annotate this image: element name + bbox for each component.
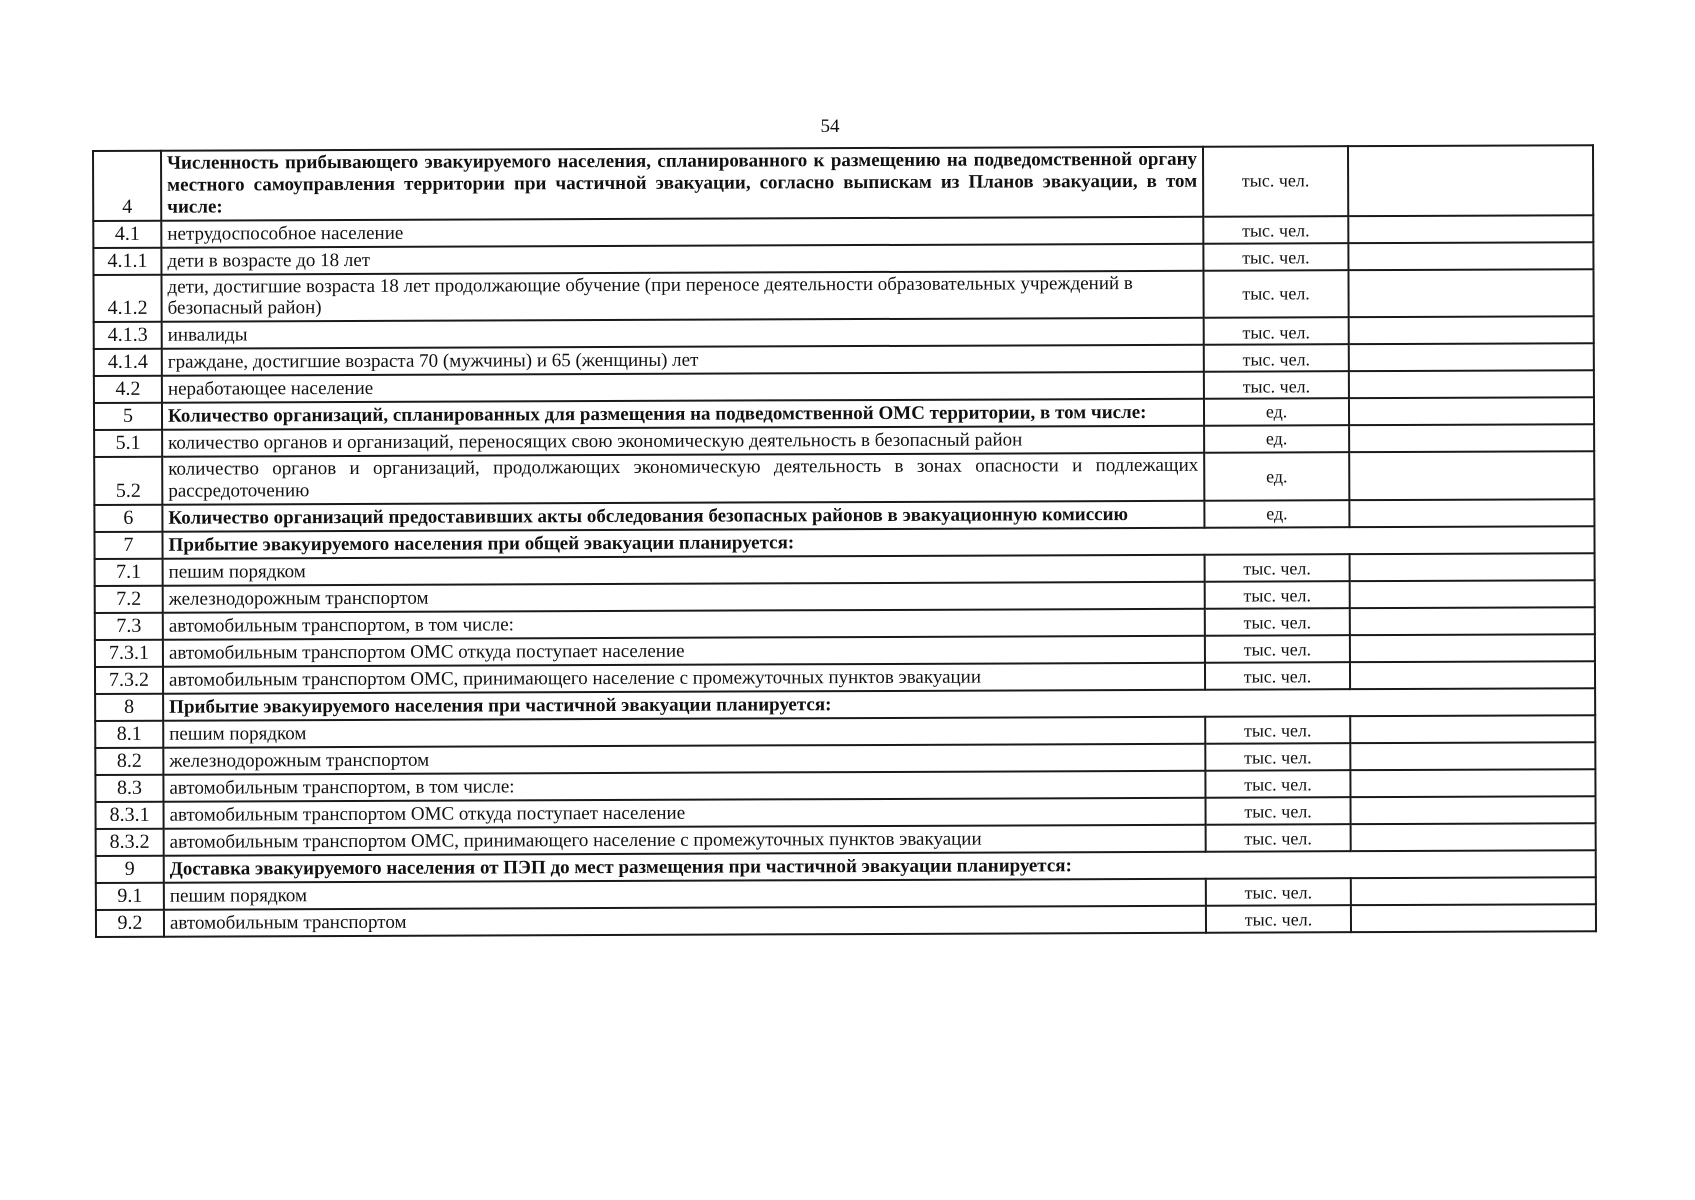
row-description: автомобильным транспортом ОМС, принимающего население с промежуточных пунктов эвакуации [163, 663, 1205, 694]
row-description: Численность прибывающего эвакуируемого населения, спланированного к размещению на подведомственной органу местного самоуправления территории при частичной эвакуации, согласно выпискам из Планов эвакуации, в том числе: [161, 147, 1203, 221]
row-unit: тыс. чел. [1203, 216, 1348, 244]
row-description: автомобильным транспортом ОМС откуда поступает население [163, 636, 1205, 667]
row-number: 7.3.1 [95, 640, 163, 667]
row-unit: тыс. чел. [1206, 824, 1351, 852]
row-value-cell[interactable] [1349, 316, 1594, 344]
row-description: пешим порядком [164, 879, 1206, 910]
row-unit: тыс. чел. [1203, 243, 1348, 271]
row-number: 9 [96, 856, 164, 883]
row-value-cell[interactable] [1350, 661, 1595, 689]
page-number: 54 [820, 116, 840, 137]
row-value-cell[interactable] [1351, 904, 1596, 932]
row-number: 7 [94, 532, 162, 559]
row-description: неработающее население [162, 372, 1204, 403]
row-unit: тыс. чел. [1205, 797, 1350, 825]
row-number: 5.2 [94, 457, 162, 505]
row-value-cell[interactable] [1349, 370, 1594, 398]
evacuation-table [92, 144, 1597, 938]
row-value-cell[interactable] [1348, 242, 1593, 270]
row-description: граждане, достигшие возраста 70 (мужчины) и 65 (женщины) лет [162, 345, 1204, 376]
section-title: Прибытие эвакуируемого населения при общей эвакуации планируется: [162, 526, 1594, 558]
row-number: 9.1 [96, 883, 164, 910]
row-number: 9.2 [96, 910, 164, 937]
table-row [93, 269, 1593, 322]
row-value-cell[interactable] [1348, 269, 1593, 318]
row-unit: тыс. чел. [1205, 635, 1350, 663]
row-number: 6 [94, 505, 162, 532]
row-number: 8.2 [95, 748, 163, 775]
row-number: 7.3 [95, 613, 163, 640]
row-value-cell[interactable] [1350, 715, 1595, 743]
table-row [94, 451, 1594, 504]
section-title: Доставка эвакуируемого населения от ПЭП до мест размещения при частичной эвакуации планируется: [164, 850, 1596, 882]
section-title: Прибытие эвакуируемого населения при частичной эвакуации планируется: [163, 688, 1595, 720]
row-description: автомобильным транспортом ОМС откуда поступает население [164, 798, 1206, 829]
row-number: 4 [93, 151, 161, 221]
row-number: 4.1.4 [94, 349, 162, 376]
row-value-cell[interactable] [1350, 796, 1595, 824]
row-description: нетрудоспособное население [161, 216, 1203, 247]
row-description: количество органов и организаций, переносящих свою экономическую деятельность в безопасный район [162, 426, 1204, 457]
row-unit: тыс. чел. [1203, 146, 1348, 216]
row-value-cell[interactable] [1350, 634, 1595, 662]
row-number: 8.3 [95, 775, 163, 802]
row-description: автомобильным транспортом, в том числе: [163, 771, 1205, 802]
row-number: 4.1.1 [93, 247, 161, 274]
row-number: 8.1 [95, 721, 163, 748]
row-description: автомобильным транспортом [164, 906, 1206, 937]
row-number: 7.2 [95, 586, 163, 613]
row-value-cell[interactable] [1350, 553, 1595, 581]
row-unit: тыс. чел. [1206, 905, 1351, 933]
row-description: пешим порядком [163, 555, 1205, 586]
table-row [96, 904, 1596, 937]
row-unit: ед. [1204, 452, 1349, 500]
row-unit: ед. [1204, 398, 1349, 426]
row-number: 4.1 [93, 220, 161, 247]
row-description: дети, достигшие возраста 18 лет продолжающие обучение (при переносе деятельности образовательных учреждений в безопасный район) [161, 270, 1203, 322]
row-description: пешим порядком [163, 717, 1205, 748]
table-body [93, 145, 1596, 937]
row-value-cell[interactable] [1349, 424, 1594, 452]
row-description: железнодорожным транспортом [163, 744, 1205, 775]
row-description: Количество организаций предоставивших акты обследования безопасных районов в эвакуационную комиссию [162, 501, 1204, 532]
row-value-cell[interactable] [1350, 580, 1595, 608]
row-number: 7.1 [95, 559, 163, 586]
row-description: железнодорожным транспортом [163, 582, 1205, 613]
row-value-cell[interactable] [1348, 215, 1593, 243]
row-number: 8.3.1 [96, 802, 164, 829]
row-number: 8.3.2 [96, 829, 164, 856]
row-unit: тыс. чел. [1205, 662, 1350, 690]
row-description: автомобильным транспортом, в том числе: [163, 609, 1205, 640]
row-description: Количество организаций, спланированных для размещения на подведомственной ОМС территории, в том числе: [162, 399, 1204, 430]
row-number: 5 [94, 403, 162, 430]
row-number: 5.1 [94, 430, 162, 457]
row-unit: тыс. чел. [1204, 371, 1349, 399]
row-value-cell[interactable] [1349, 499, 1594, 527]
table-row [93, 145, 1593, 220]
row-unit: ед. [1204, 425, 1349, 453]
row-unit: ед. [1204, 500, 1349, 528]
row-unit: тыс. чел. [1204, 317, 1349, 345]
row-number: 8 [95, 694, 163, 721]
row-unit: тыс. чел. [1206, 878, 1351, 906]
row-description: инвалиды [162, 318, 1204, 349]
row-value-cell[interactable] [1349, 343, 1594, 371]
row-unit: тыс. чел. [1205, 716, 1350, 744]
row-value-cell[interactable] [1350, 742, 1595, 770]
row-unit: тыс. чел. [1203, 270, 1348, 318]
row-description: количество органов и организаций, продолжающих экономическую деятельность в зонах опасности и подлежащих рассредоточению [162, 453, 1204, 505]
row-number: 4.1.2 [93, 274, 161, 322]
row-number: 7.3.2 [95, 667, 163, 694]
row-unit: тыс. чел. [1205, 743, 1350, 771]
row-unit: тыс. чел. [1205, 554, 1350, 582]
row-description: дети в возрасте до 18 лет [161, 243, 1203, 274]
row-value-cell[interactable] [1351, 877, 1596, 905]
row-unit: тыс. чел. [1205, 770, 1350, 798]
row-number: 4.2 [94, 376, 162, 403]
form-sheet [92, 144, 1595, 938]
row-unit: тыс. чел. [1205, 608, 1350, 636]
row-value-cell[interactable] [1350, 769, 1595, 797]
row-unit: тыс. чел. [1204, 344, 1349, 372]
row-number: 4.1.3 [94, 322, 162, 349]
row-value-cell[interactable] [1349, 397, 1594, 425]
row-value-cell[interactable] [1351, 823, 1596, 851]
row-value-cell[interactable] [1348, 145, 1593, 215]
row-value-cell[interactable] [1350, 607, 1595, 635]
row-unit: тыс. чел. [1205, 581, 1350, 609]
row-description: автомобильным транспортом ОМС, принимающего население с промежуточных пунктов эвакуации [164, 825, 1206, 856]
row-value-cell[interactable] [1349, 451, 1594, 500]
